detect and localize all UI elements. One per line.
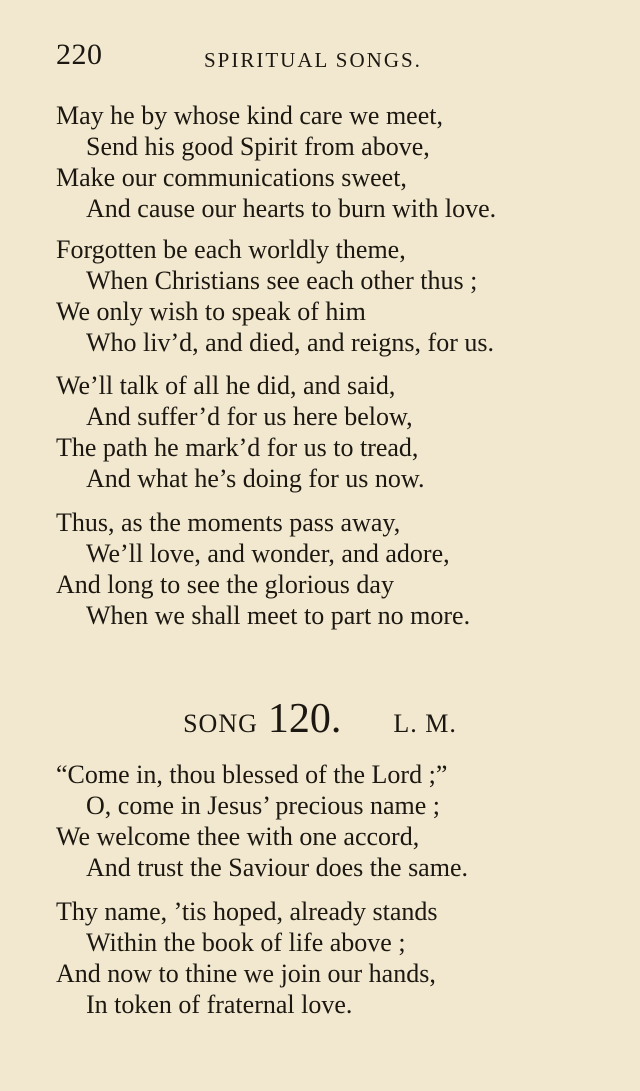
verse-line: Send his good Spirit from above, bbox=[86, 132, 430, 161]
page-header bbox=[56, 38, 616, 78]
song-meter: L. M. bbox=[393, 709, 457, 738]
verse-line: Within the book of life above ; bbox=[86, 928, 406, 957]
verse-line: And long to see the glorious day bbox=[56, 570, 394, 599]
verse-line: Who liv’d, and died, and reigns, for us. bbox=[86, 328, 494, 357]
song-label: SONG bbox=[183, 709, 258, 738]
verse-line: When Christians see each other thus ; bbox=[86, 266, 478, 295]
verse-line: We’ll love, and wonder, and adore, bbox=[86, 539, 450, 568]
running-title: SPIRITUAL SONGS. bbox=[204, 48, 422, 72]
verse-line: The path he mark’d for us to tread, bbox=[56, 433, 419, 462]
verse-line: And trust the Saviour does the same. bbox=[86, 853, 468, 882]
verse-line: May he by whose kind care we meet, bbox=[56, 101, 443, 130]
verse-line: We’ll talk of all he did, and said, bbox=[56, 371, 396, 400]
verse-line: Forgotten be each worldly theme, bbox=[56, 235, 406, 264]
verse-line: Thy name, ’tis hoped, already stands bbox=[56, 897, 438, 926]
stanza bbox=[56, 370, 616, 494]
stanza bbox=[56, 759, 616, 883]
verse-line: And now to thine we join our hands, bbox=[56, 959, 436, 988]
stanza bbox=[56, 234, 616, 358]
verse-line: When we shall meet to part no more. bbox=[86, 601, 471, 630]
verse-line: Make our communications sweet, bbox=[56, 163, 407, 192]
stanza bbox=[56, 507, 616, 631]
verse-line: O, come in Jesus’ precious name ; bbox=[86, 791, 441, 820]
verse-line: In token of fraternal love. bbox=[86, 990, 353, 1019]
verse-line: And suffer’d for us here below, bbox=[86, 402, 413, 431]
song-number: 120. bbox=[267, 696, 342, 742]
page-number: 220 bbox=[56, 38, 103, 71]
song-heading bbox=[0, 695, 640, 743]
verse-line: And cause our hearts to burn with love. bbox=[86, 194, 497, 223]
verse-line: We welcome thee with one accord, bbox=[56, 822, 420, 851]
verse-line: We only wish to speak of him bbox=[56, 297, 366, 326]
stanza bbox=[56, 100, 616, 224]
verse-line: “Come in, thou blessed of the Lord ;” bbox=[56, 760, 448, 789]
stanza bbox=[56, 896, 616, 1020]
verse-line: And what he’s doing for us now. bbox=[86, 464, 425, 493]
verse-line: Thus, as the moments pass away, bbox=[56, 508, 401, 537]
